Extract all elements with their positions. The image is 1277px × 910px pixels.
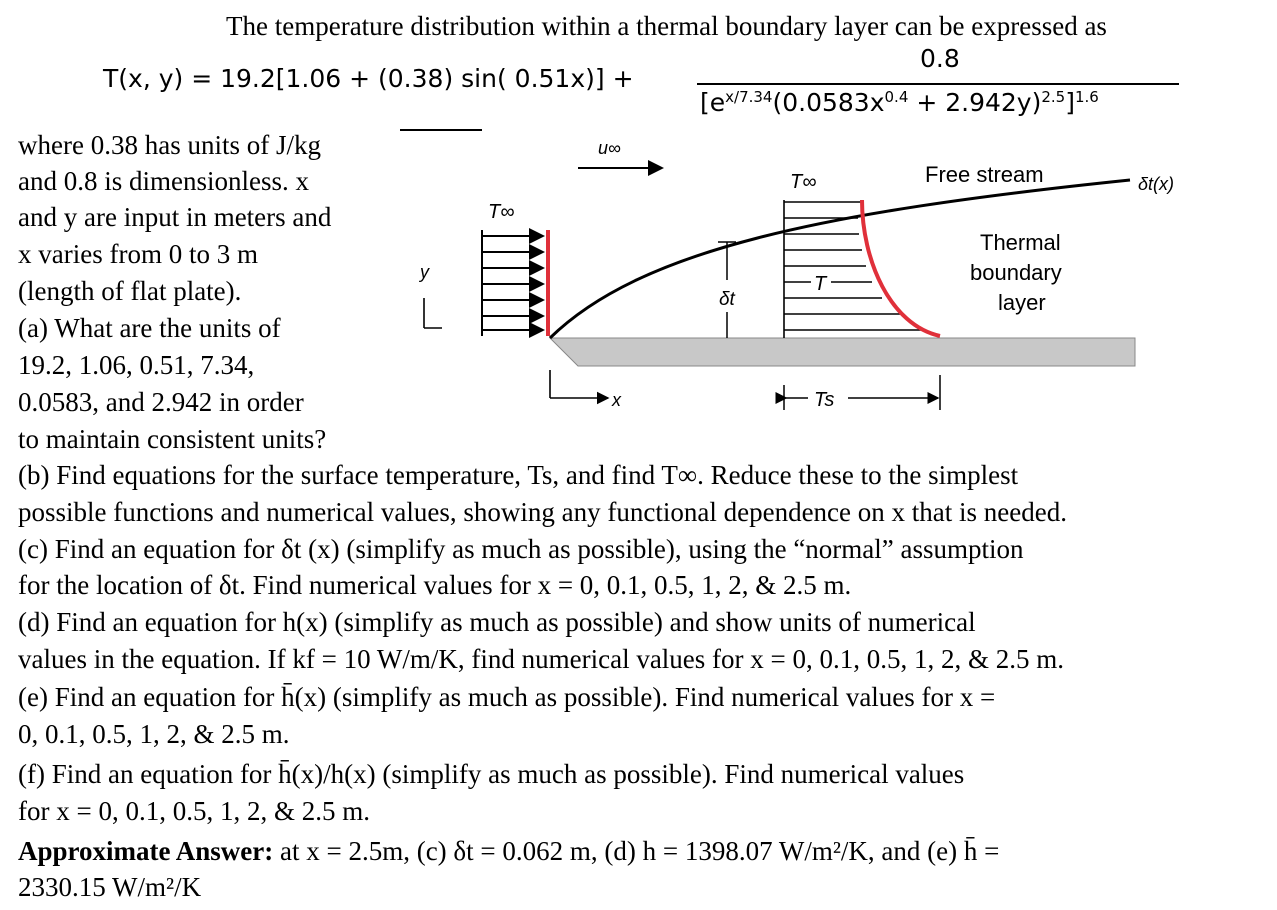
part-b-line-2: possible functions and numerical values, showing any functional dependence on x that is needed. bbox=[18, 497, 1067, 527]
flat-plate bbox=[550, 338, 1135, 366]
equation-denominator bbox=[700, 88, 1099, 117]
free-stream-label: Free stream bbox=[925, 162, 1044, 187]
temperature-profile-curve bbox=[862, 200, 940, 336]
thermal-bl-line-2: boundary bbox=[970, 260, 1062, 285]
left-line-9: to maintain consistent units? bbox=[18, 424, 327, 454]
part-d-line-2: values in the equation. If kf = 10 W/m/K, find numerical values for x = 0, 0.1, 0.5, 1, 2, & 2.5 m. bbox=[18, 644, 1065, 674]
part-c-line-2: for the location of δt. Find numerical values for x = 0, 0.1, 0.5, 1, 2, & 2.5 m. bbox=[18, 570, 852, 600]
left-line-2: and 0.8 is dimensionless. x bbox=[18, 166, 309, 196]
fraction-bar bbox=[697, 83, 1179, 85]
x-axis-label: x bbox=[612, 390, 621, 410]
thermal-bl-line-1: Thermal bbox=[980, 230, 1061, 255]
answer-label: Approximate Answer: bbox=[18, 836, 274, 866]
left-line-5: (length of flat plate). bbox=[18, 276, 242, 306]
part-e-line-2: 0, 0.1, 0.5, 1, 2, & 2.5 m. bbox=[18, 719, 290, 749]
boundary-layer-diagram bbox=[400, 130, 1174, 430]
y-axis-label: y bbox=[420, 262, 429, 282]
incoming-flow-arrows bbox=[400, 130, 543, 336]
t-inf-left-label: T∞ bbox=[488, 201, 515, 223]
delta-t-x-label: δt(x) bbox=[1138, 174, 1174, 194]
left-line-7: 19.2, 1.06, 0.51, 7.34, bbox=[18, 350, 255, 380]
answer-text: at x = 2.5m, (c) δt = 0.062 m, (d) h = 1398.07 W/m²/K, and (e) h̄ = bbox=[273, 836, 1000, 866]
left-line-6: (a) What are the units of bbox=[18, 313, 281, 343]
t-label: T bbox=[814, 273, 827, 295]
den-mid2: + 2.942y) bbox=[908, 88, 1042, 117]
part-d-line-1: (d) Find an equation for h(x) (simplify as much as possible) and show units of numerical bbox=[18, 607, 976, 637]
left-line-3: and y are input in meters and bbox=[18, 202, 332, 232]
left-line-1: where 0.38 has units of J/kg bbox=[18, 130, 321, 160]
den-exp: x/7.34 bbox=[725, 88, 773, 106]
u-inf-label: u∞ bbox=[598, 138, 621, 158]
answer-line-1 bbox=[18, 833, 999, 869]
left-line-8: 0.0583, and 2.942 in order bbox=[18, 387, 304, 417]
den-mid: (0.0583x bbox=[772, 88, 885, 117]
equation-lhs: T(x, y) = 19.2[1.06 + (0.38) sin( 0.51x)] + bbox=[103, 64, 634, 93]
den-close: ] bbox=[1065, 88, 1075, 117]
ts-label: Ts bbox=[814, 389, 835, 411]
den-open: [e bbox=[700, 88, 726, 117]
equation-numerator: 0.8 bbox=[920, 44, 960, 73]
left-line-4: x varies from 0 to 3 m bbox=[18, 239, 258, 269]
part-e-line-1: (e) Find an equation for h̄(x) (simplify as much as possible). Find numerical values for x = bbox=[18, 682, 996, 712]
part-f-line-1: (f) Find an equation for h̄(x)/h(x) (simplify as much as possible). Find numerical values bbox=[18, 759, 965, 789]
answer-line-2: 2330.15 W/m²/K bbox=[18, 872, 202, 902]
thermal-bl-line-3: layer bbox=[998, 290, 1046, 315]
t-inf-mid-label: T∞ bbox=[790, 171, 817, 193]
part-b-line-1: (b) Find equations for the surface temperature, Ts, and find T∞. Reduce these to the simplest bbox=[18, 460, 1019, 490]
den-exp2: 0.4 bbox=[884, 88, 909, 106]
intro-text: The temperature distribution within a thermal boundary layer can be expressed as bbox=[226, 11, 1107, 41]
part-c-line-1: (c) Find an equation for δt (x) (simplify as much as possible), using the “normal” assumption bbox=[18, 534, 1024, 564]
part-f-line-2: for x = 0, 0.1, 0.5, 1, 2, & 2.5 m. bbox=[18, 796, 370, 826]
den-exp3: 2.5 bbox=[1041, 88, 1066, 106]
den-exp4: 1.6 bbox=[1074, 88, 1099, 106]
delta-t-label: δt bbox=[719, 289, 735, 310]
